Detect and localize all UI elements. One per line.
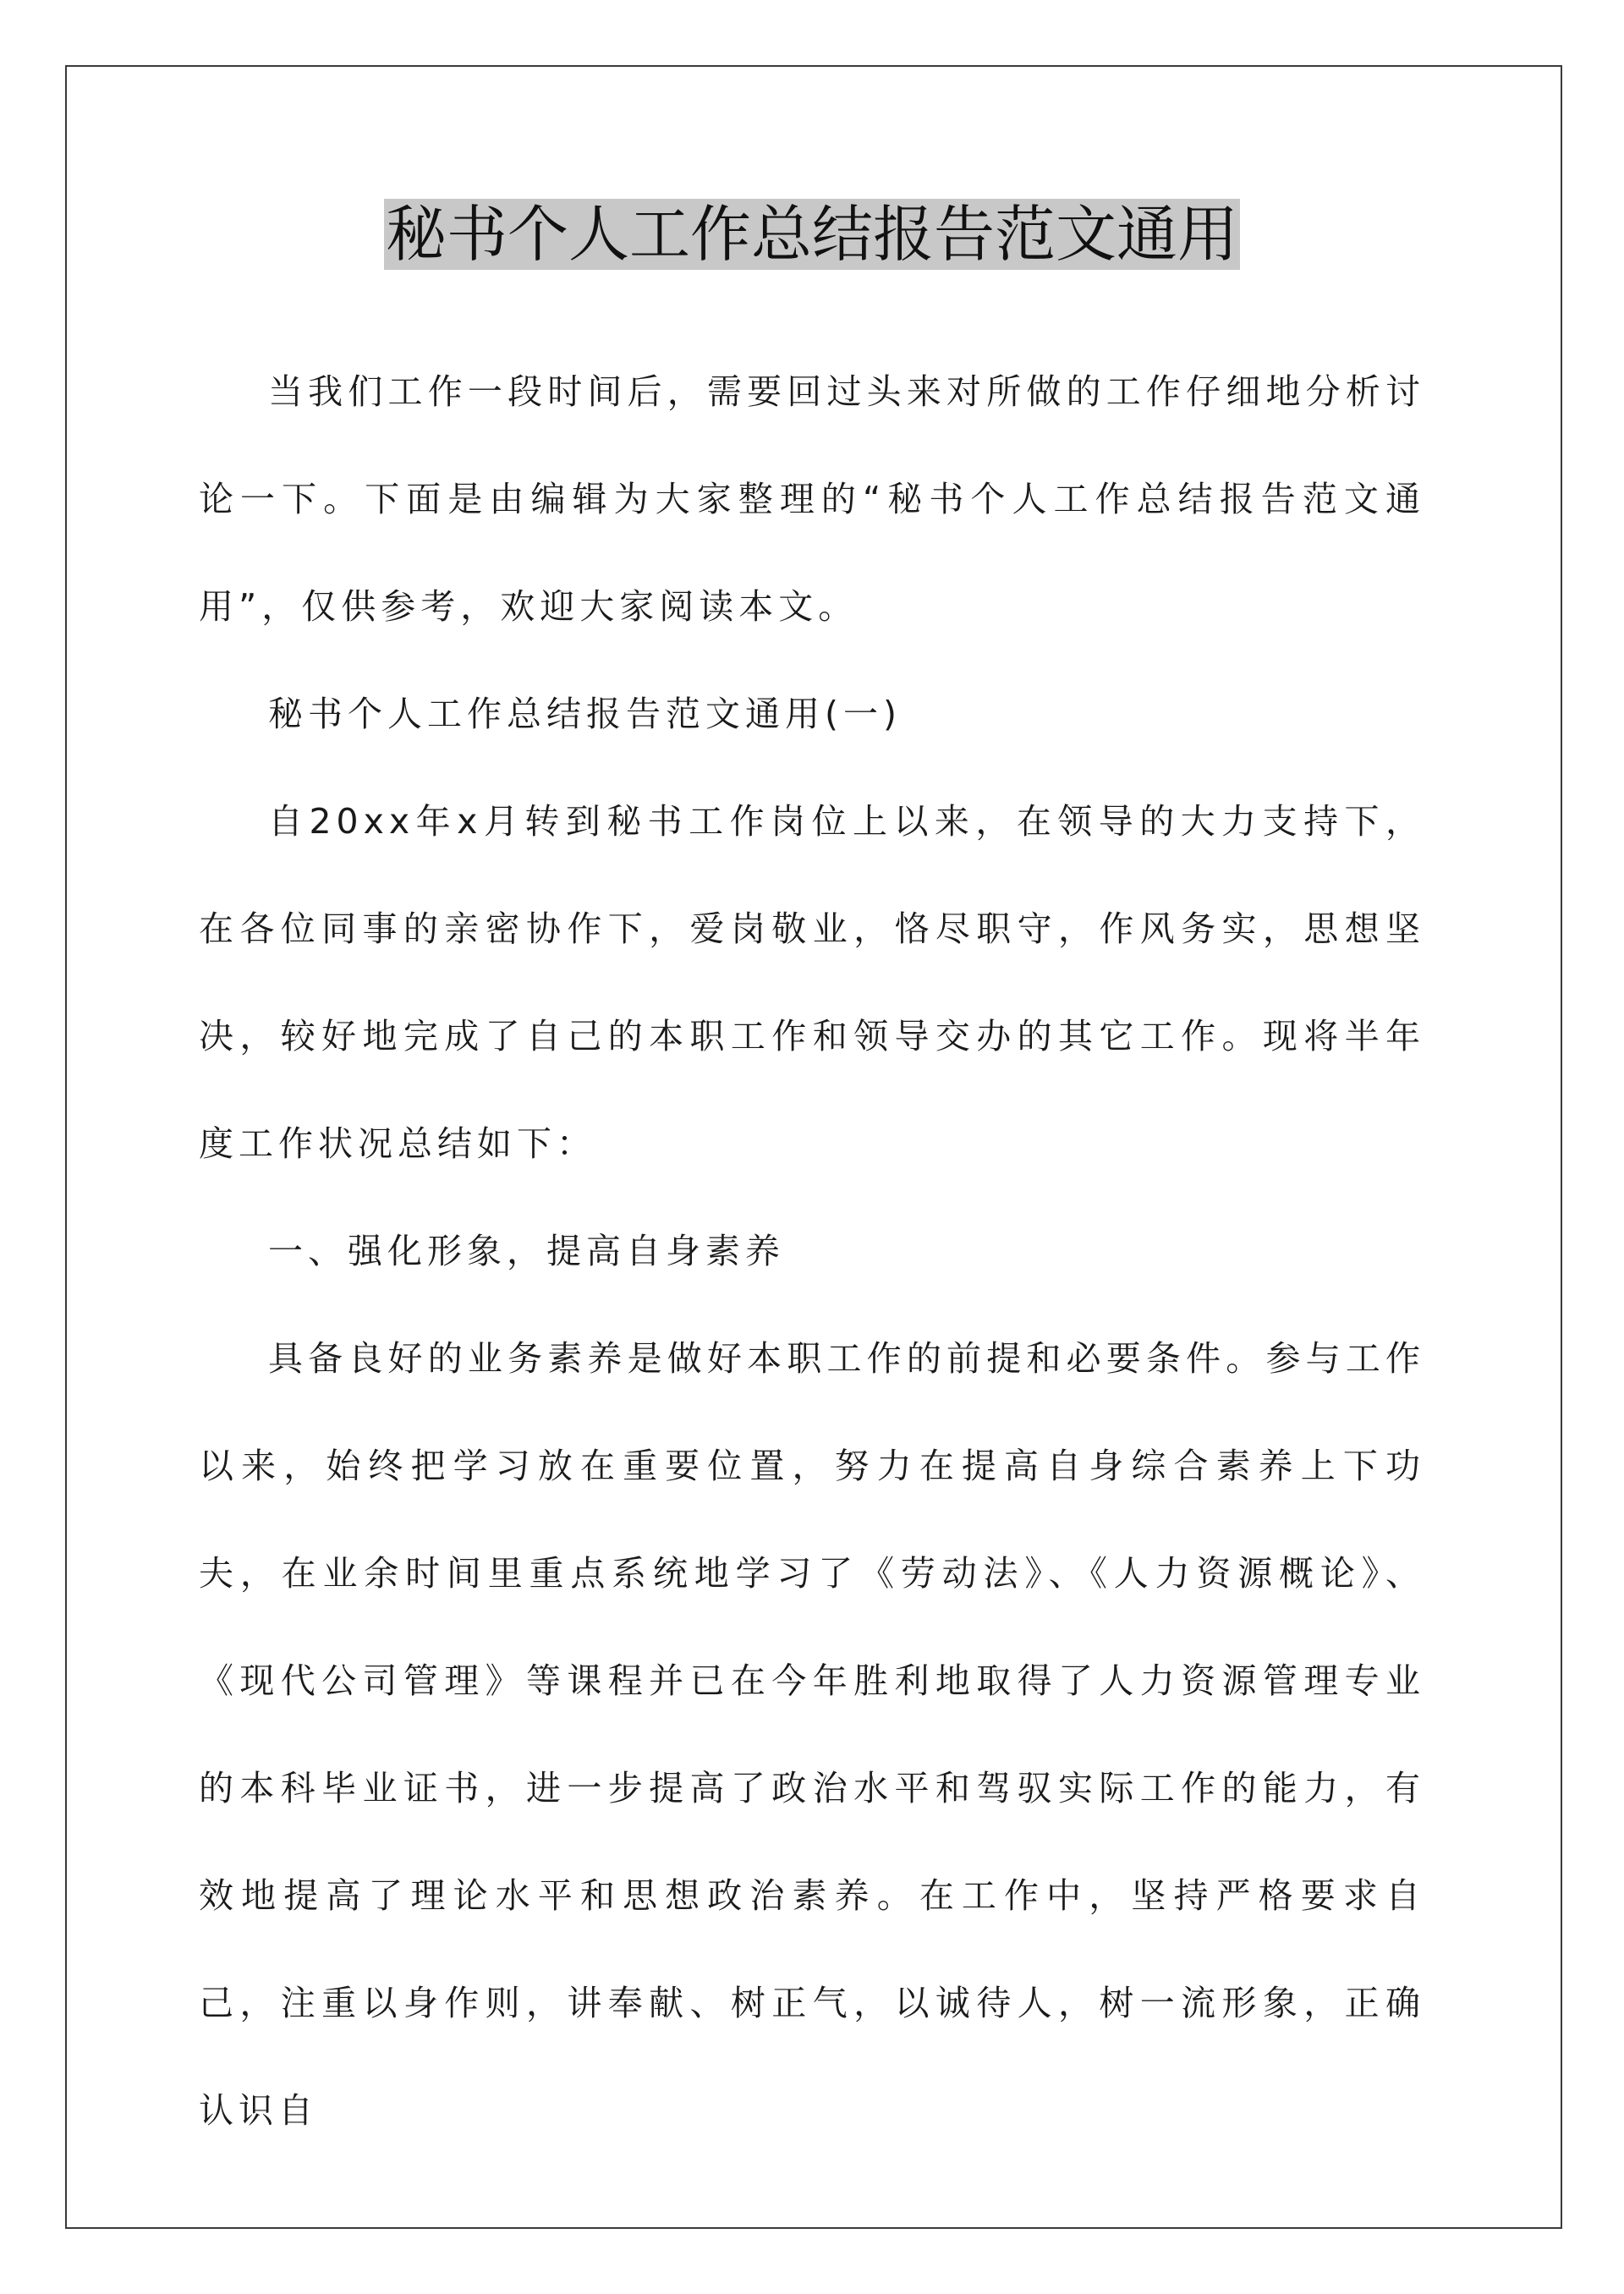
section-heading: 秘书个人工作总结报告范文通用(一) xyxy=(268,694,902,734)
summary-paragraph: 自20xx年x月转到秘书工作岗位上以来，在领导的大力支持下，在各位同事的亲密协作下，爱岗敬业，恪尽职守，作风务实，思想坚决，较好地完成了自己的本职工作和领导交办的其它工作。现将半年度工作状况总结如下： xyxy=(199,801,1425,1164)
document-title xyxy=(0,196,1624,272)
document-title-text: 秘书个人工作总结报告范文通用 xyxy=(385,199,1238,270)
subsection-heading: 一、强化形象，提高自身素养 xyxy=(268,1231,785,1271)
document-body xyxy=(199,338,1425,2165)
intro-paragraph: 当我们工作一段时间后，需要回过头来对所做的工作仔细地分析讨论一下。下面是由编辑为大家整理的“秘书个人工作总结报告范文通用”，仅供参考，欢迎大家阅读本文。 xyxy=(199,371,1425,627)
detail-paragraph: 具备良好的业务素养是做好本职工作的前提和必要条件。参与工作以来，始终把学习放在重要位置，努力在提高自身综合素养上下功夫，在业余时间里重点系统地学习了《劳动法》、《人力资源概论》、《现代公司管理》等课程并已在今年胜利地取得了人力资源管理专业的本科毕业证书，进一步提高了政治水平和驾驭实际工作的能力，有效地提高了理论水平和思想政治素养。在工作中，坚持严格要求自己，注重以身作则，讲奉献、树正气，以诚待人，树一流形象，正确认识自 xyxy=(199,1338,1425,2131)
